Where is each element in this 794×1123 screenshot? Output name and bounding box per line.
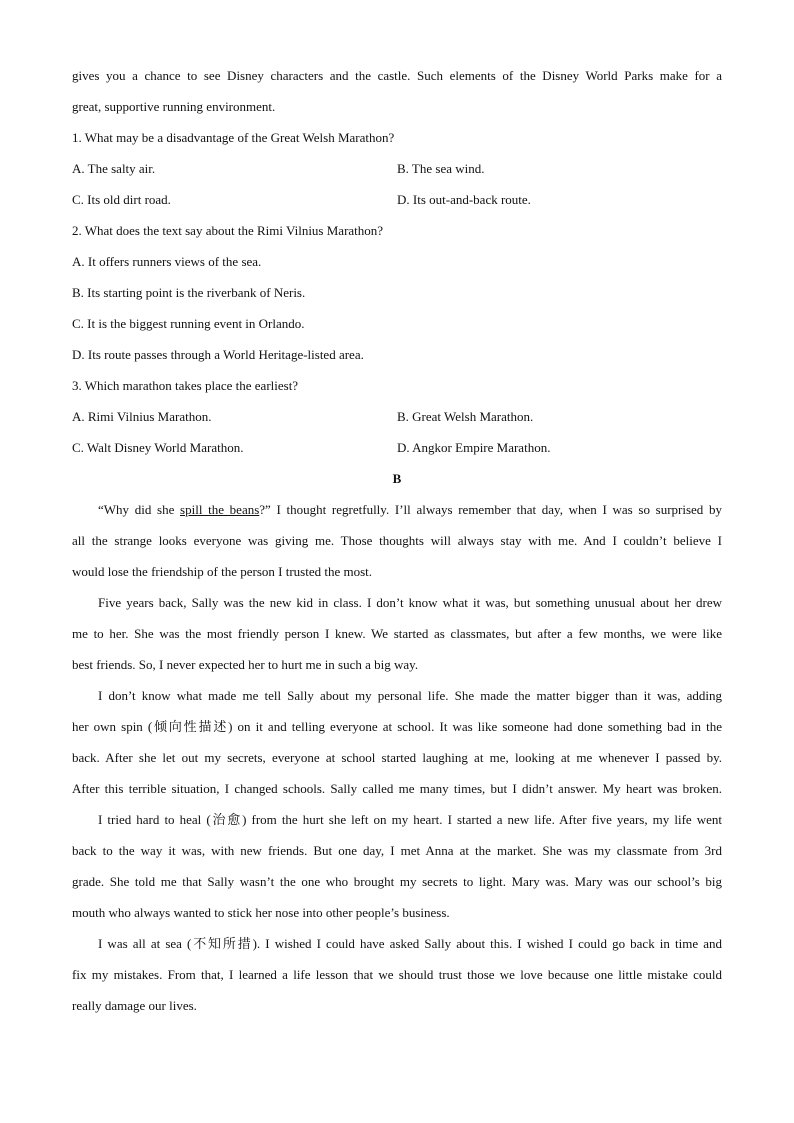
option-b: B. Its starting point is the riverbank of Neris.	[72, 285, 306, 300]
option-a: A. It offers runners views of the sea.	[72, 254, 262, 269]
passage-line: After this terrible situation, I changed schools. Sally called me many times, but I didn’t answer. My heart was broken.	[72, 781, 722, 796]
question-stem: 1. What may be a disadvantage of the Great Welsh Marathon?	[72, 130, 395, 145]
intro-line: great, supportive running environment.	[72, 99, 276, 114]
passage-paragraph-5	[72, 932, 722, 1025]
document-page	[72, 64, 722, 1025]
option-c: C. Walt Disney World Marathon.	[72, 440, 244, 455]
text-span: “Why did she	[98, 502, 181, 517]
option-d: D. Its out-and-back route.	[397, 192, 531, 207]
option-row	[72, 405, 722, 436]
option-row	[72, 188, 722, 219]
question-2	[72, 219, 722, 374]
passage-line: back. After she let out my secrets, everyone at school started laughing at me, looking at me whenever I passed by.	[72, 750, 722, 765]
intro-paragraph	[72, 64, 722, 126]
section-heading-b: B	[392, 471, 402, 486]
passage-line: I was all at sea (不知所措). I wished I could have asked Sally about this. I wished I could go back in time and	[98, 936, 722, 951]
passage-line: me to her. She was the most friendly person I knew. We started as classmates, but after a few months, we were like	[72, 626, 722, 641]
passage-paragraph-2	[72, 591, 722, 684]
intro-line: gives you a chance to see Disney characters and the castle. Such elements of the Disney World Parks make for a	[72, 68, 722, 83]
underlined-phrase: spill the beans	[180, 502, 260, 517]
text-span: ?” I thought regretfully. I’ll always remember that day, when I was so surprised by	[259, 502, 722, 517]
passage-line: grade. She told me that Sally wasn’t the one who brought my secrets to light. Mary was. Mary was our school’s big	[72, 874, 722, 889]
option-a: A. The salty air.	[72, 161, 156, 176]
option-a: A. Rimi Vilnius Marathon.	[72, 409, 212, 424]
passage-line: I don’t know what made me tell Sally about my personal life. She made the matter bigger than it was, adding	[98, 688, 722, 703]
passage-paragraph-1	[72, 498, 722, 591]
passage-line: all the strange looks everyone was giving me. Those thoughts will always stay with me. And I couldn’t believe I	[72, 533, 722, 548]
passage-line: mouth who always wanted to stick her nose into other people’s business.	[72, 905, 450, 920]
passage-line: really damage our lives.	[72, 998, 197, 1013]
option-d: D. Angkor Empire Marathon.	[397, 440, 551, 455]
passage-paragraph-4	[72, 808, 722, 932]
option-row	[72, 436, 722, 467]
passage-line	[72, 498, 722, 529]
question-stem: 3. Which marathon takes place the earliest?	[72, 378, 299, 393]
passage-line: would lose the friendship of the person I trusted the most.	[72, 564, 373, 579]
passage-line: back to the way it was, with new friends. But one day, I met Anna at the market. She was my classmate from 3rd	[72, 843, 722, 858]
option-b: B. The sea wind.	[397, 161, 485, 176]
question-stem: 2. What does the text say about the Rimi Vilnius Marathon?	[72, 223, 384, 238]
option-row	[72, 157, 722, 188]
passage-b	[72, 498, 722, 1025]
option-b: B. Great Welsh Marathon.	[397, 409, 534, 424]
question-3	[72, 374, 722, 467]
question-1	[72, 126, 722, 219]
passage-paragraph-3	[72, 684, 722, 808]
passage-line: best friends. So, I never expected her to hurt me in such a big way.	[72, 657, 419, 672]
passage-line: fix my mistakes. From that, I learned a life lesson that we should trust those we love because one little mistake could	[72, 967, 722, 982]
passage-line: I tried hard to heal (治愈) from the hurt she left on my heart. I started a new life. After five years, my life went	[98, 812, 722, 827]
passage-line: her own spin (倾向性描述) on it and telling everyone at school. It was like someone had done something bad in the	[72, 719, 722, 734]
passage-line: Five years back, Sally was the new kid in class. I don’t know what it was, but something unusual about her drew	[98, 595, 722, 610]
option-d: D. Its route passes through a World Heritage-listed area.	[72, 347, 364, 362]
option-c: C. It is the biggest running event in Orlando.	[72, 316, 305, 331]
option-c: C. Its old dirt road.	[72, 192, 171, 207]
